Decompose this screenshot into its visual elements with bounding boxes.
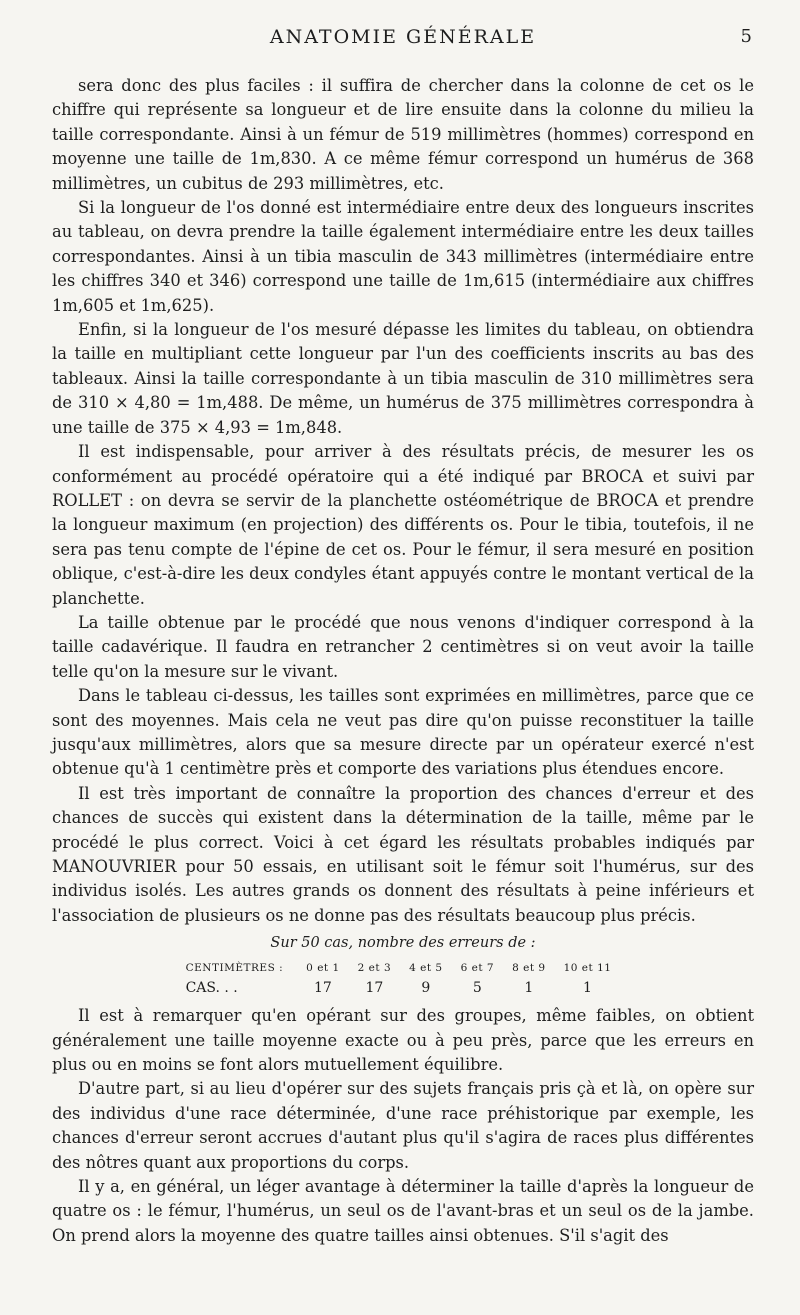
table-header-cell: 8 et 9 — [512, 962, 546, 975]
table-cell: 17 — [365, 980, 384, 997]
paragraph: Si la longueur de l'os donné est intermédiaire entre deux des longueurs inscrites au tableau, on devra prendre la taille également intermédiaire entre les deux tailles correspondantes. Ainsi à un tibia masculin de 343 millimètres (intermédiaire entre les chiffres 340 et 346) correspond une taille de 1m,615 (intermédiaire aux chiffres 1m,605 et 1m,625). — [52, 198, 754, 315]
table-header-label: CENTIMÈTRES : — [185, 962, 284, 975]
table-header-cell: 4 et 5 — [409, 962, 443, 975]
paragraph: Enfin, si la longueur de l'os mesuré dépasse les limites du tableau, on obtiendra la taille en multipliant cette longueur par l'un des coefficients inscrits au bas des tableaux. Ainsi la taille correspondante à un tibia masculin de 310 millimètres sera de 310 × 4,80 = 1m,488. De même, un humérus de 375 millimètres correspondra à une taille de 375 × 4,93 = 1m,848. — [52, 320, 754, 437]
table-row — [186, 978, 621, 998]
table-row-label: CAS. . . — [185, 980, 238, 997]
paragraph: Il est très important de connaître la proportion des chances d'erreur et des chances de succès qui existent dans la détermination de la taille, même par le procédé le plus correct. Voici à cet égard les résultats probables indiqués par MANOUVRIER pour 50 essais, en utilisant soit le fémur soit l'humérus, sur des individus isolés. Les autres grands os donnent des résultats à peine inférieurs et l'association de plusieurs os ne donne pas des résultats beaucoup plus précis. — [52, 783, 754, 925]
table-header-cell: 0 et 1 — [306, 962, 340, 975]
paragraph: La taille obtenue par le procédé que nous venons d'indiquer correspond à la taille cadavérique. Il faudra en retrancher 2 centimètres si on veut avoir la taille telle qu'on la mesure sur le vivant. — [52, 612, 754, 681]
table-cell: 9 — [421, 980, 431, 997]
error-table — [186, 958, 621, 998]
page-header — [52, 22, 754, 52]
page-number: 5 — [740, 26, 752, 47]
table-cell: 17 — [314, 980, 332, 997]
paragraph: Il est à remarquer qu'en opérant sur des groupes, même faibles, on obtient généralement une taille moyenne exacte ou à peu près, parce que les erreurs en plus ou en moins se font alors mutuellement équilibre. — [52, 1006, 754, 1075]
table-caption: Sur 50 cas, nombre des erreurs de : — [270, 935, 536, 952]
paragraph: Il y a, en général, un léger avantage à déterminer la taille d'après la longueur de quatre os : le fémur, l'humérus, un seul os de l'avant-bras et un seul os de la jambe. On prend alors la moyenne des quatre tailles ainsi obtenues. S'il s'agit des — [52, 1177, 754, 1245]
table-cell: 1 — [583, 980, 592, 997]
table-header-cell: 2 et 3 — [357, 962, 392, 975]
paragraph: Dans le tableau ci-dessus, les tailles sont exprimées en millimètres, parce que ce sont des moyennes. Mais cela ne veut pas dire qu'on puisse reconstituer la taille jusqu'aux millimètres, alors que sa mesure directe par un opérateur exercé n'est obtenue qu'à 1 centimètre près et comporte des variations plus étendues encore. — [52, 686, 754, 779]
table-header-cell: 10 et 11 — [563, 962, 612, 975]
running-head: ANATOMIE GÉNÉRALE — [269, 26, 537, 48]
table-header-row — [186, 958, 621, 978]
table-header-cell: 6 et 7 — [460, 962, 495, 975]
table-cell: 1 — [524, 980, 534, 997]
paragraph: sera donc des plus faciles : il suffira de chercher dans la colonne de cet os le chiffre qui représente sa longueur et de lire ensuite dans la colonne du milieu la taille correspondante. Ainsi à un fémur de 519 millimètres (hommes) correspond en moyenne une taille de 1m,830. A ce même fémur correspond un humérus de 368 millimètres, un cubitus de 293 millimètres, etc. — [52, 76, 754, 193]
paragraph: Il est indispensable, pour arriver à des résultats précis, de mesurer les os conformément au procédé opératoire qui a été indiqué par BROCA et suivi par ROLLET : on devra se servir de la planchette ostéométrique de BROCA et prendre la longueur maximum (en projection) des différents os. Pour le tibia, toutefois, il ne sera pas tenu compte de l'épine de cet os. Pour le fémur, il sera mesuré en position oblique, c'est-à-dire les deux condyles étant appuyés contre le montant vertical de la planchette. — [52, 442, 754, 608]
paragraph: D'autre part, si au lieu d'opérer sur des sujets français pris çà et là, on opère sur des individus d'une race déterminée, d'une race préhistorique par exemple, les chances d'erreur seront accrues d'autant plus qu'il s'agira de races plus différentes des nôtres quant aux proportions du corps. — [52, 1079, 754, 1172]
body-text — [52, 74, 754, 1248]
table-cell: 5 — [472, 980, 482, 997]
